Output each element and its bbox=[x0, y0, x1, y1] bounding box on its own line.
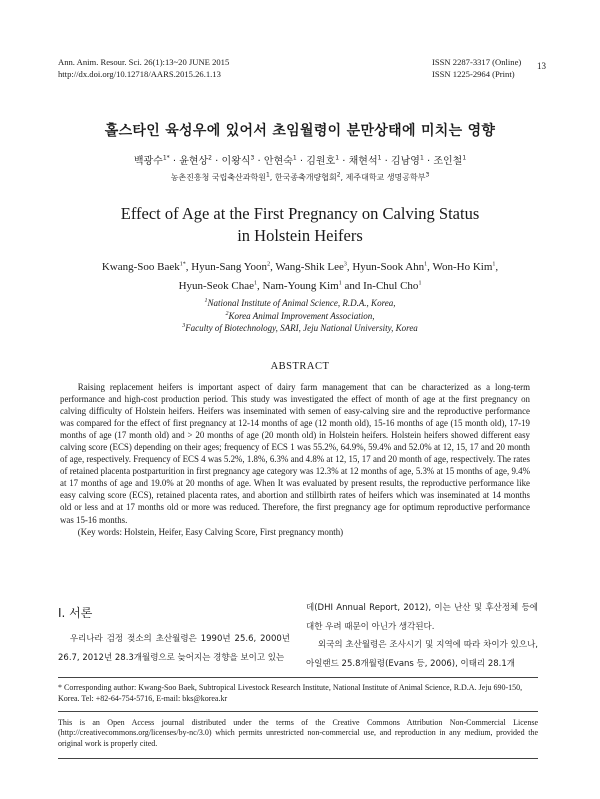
and-conjunction: and bbox=[341, 280, 364, 292]
affiliation-text: National Institute of Animal Science, R.D.A., Korea, bbox=[207, 298, 396, 308]
author-name: In-Chul Cho bbox=[363, 280, 419, 292]
korean-author bbox=[134, 156, 170, 167]
korean-author bbox=[391, 156, 424, 167]
affiliation-marker: 3 bbox=[425, 171, 430, 179]
english-authors-line2: Hyun-Seok Chae$^1$, Nam-Young Kim$^1$ and In-Chul Cho$^1$ bbox=[178, 280, 422, 292]
affiliation-text: Faculty of Biotechnology, SARI, Jeju National University, Korea bbox=[185, 323, 418, 333]
affiliation-marker: 3 bbox=[250, 154, 255, 162]
korean-affiliations bbox=[0, 172, 600, 183]
english-title-line2: in Holstein Heifers bbox=[237, 226, 363, 245]
license-rule-top bbox=[58, 711, 538, 712]
author-separator: · bbox=[212, 156, 222, 167]
affiliation-marker: 1 bbox=[462, 154, 467, 162]
affiliation-marker: 1 bbox=[265, 171, 270, 179]
author-separator: · bbox=[339, 156, 349, 167]
issn-online: ISSN 2287-3317 (Online) bbox=[432, 57, 522, 67]
author-name: Hyun-Seok Chae bbox=[178, 280, 255, 292]
affiliation-marker: 1 bbox=[418, 280, 422, 287]
korean-author bbox=[264, 156, 297, 167]
english-author bbox=[432, 261, 495, 273]
abstract-text: Raising replacement heifers is important aspect of dairy farm management that can be characterized as a long-term performance and high-cost production period. This study was investigated the effect of month of age at the first pregnancy on calving difficulty of Holstein heifers. Heifers was inseminated with semen of easy-calving sire and the reproductive performance was compared for the effect of first pregnancy at 12-14 months of age (12 month old), 15-16 months of age (15 month old), 17-19 months of age (17 month old) and > 20 months of age (20 month old) in Holstein heifers. Holstein heifers showed different easy calving score (ECS) depending on their ages; frequency of ECS 1 was 55.2%, 64.9%, 59.4% and 52.0% at 12, 15, 17 and 20 month of age, respectively. Frequency of ECS 4 was 5.2%, 1.8%, 6.3% and 4.8% at 12, 15, 17 and 20 month of age, respectively. The rates of retained placenta postparturition in first pregnancy age category was 12.3% at 12 months of age, 5.3% at 15 months of age, 9.4% at 17 months of age and 19.0% at 20 months of age. When It was evaluated by present results, the reproductive performance like easy calving score (ECS), retained placenta rates, and abortion and stillbirth rates of heifers which was inseminated at 14 months old or less and at 17 months old or more was reduced. Therefore, the first pregnancy age for optimum reproductive performance was 15-16 months. bbox=[60, 382, 530, 525]
keywords: (Key words: Holstein, Heifer, Easy Calving Score, First pregnancy month) bbox=[77, 526, 344, 537]
affiliation-separator: , bbox=[340, 173, 346, 182]
author-name: Kwang-Soo Baek bbox=[101, 261, 180, 273]
affiliation-marker: 1 bbox=[492, 261, 496, 268]
korean-affiliation bbox=[346, 173, 430, 182]
author-separator: · bbox=[423, 156, 434, 167]
author-separator: · bbox=[381, 156, 391, 167]
intro-paragraph: 우리나라 검정 젖소의 초산월령은 1990년 25.6, 2000년 26.7, 2012년 28.3개월령으로 늦어지는 경향을 보이고 있는 bbox=[58, 634, 290, 663]
author-name: 채현석 bbox=[348, 156, 378, 167]
affiliation-text: Korea Animal Improvement Association, bbox=[228, 310, 375, 321]
intro-right-column bbox=[306, 599, 538, 673]
author-name: 윤현상 bbox=[179, 156, 209, 167]
english-author bbox=[352, 261, 427, 273]
english-title-line1: Effect of Age at the First Pregnancy on Calving Status bbox=[120, 204, 480, 223]
author-name: Wang-Shik Lee bbox=[275, 261, 344, 273]
author-name: Won-Ho Kim bbox=[432, 261, 493, 273]
affiliation-marker: 1 bbox=[335, 154, 340, 162]
doi-link[interactable]: http://dx.doi.org/10.12718/AARS.2015.26.1.13 bbox=[58, 68, 221, 79]
affiliation-marker: 1 bbox=[419, 154, 424, 162]
journal-citation: Ann. Anim. Resour. Sci. 26(1):13~20 JUNE 2015 bbox=[58, 57, 230, 67]
author-name: 안현숙 bbox=[263, 156, 293, 167]
journal-header bbox=[58, 57, 229, 80]
affiliation-marker: 1* bbox=[179, 261, 186, 268]
open-access-license: This is an Open Access journal distributed under the terms of the Creative Commons Attribution Non-Commercial License (http://creativecommons.org/licenses/by-nc/3.0) which permits unrestricted non-commercial use, and reproduction in any medium, provided the original work is properly cited. bbox=[58, 718, 538, 748]
affiliation-marker: 2 bbox=[208, 154, 212, 162]
author-name: Hyun-Sook Ahn bbox=[352, 261, 425, 273]
english-author bbox=[263, 280, 342, 292]
license-rule-bottom bbox=[58, 758, 538, 759]
affiliation-marker: 1 bbox=[204, 298, 208, 304]
korean-affiliation bbox=[275, 173, 341, 182]
affiliation-marker: 1 bbox=[254, 280, 258, 287]
english-author bbox=[102, 261, 186, 273]
abstract-heading: ABSTRACT bbox=[270, 361, 330, 372]
english-affiliation bbox=[0, 310, 600, 323]
author-separator: · bbox=[254, 156, 264, 167]
affiliation-marker: 1* bbox=[162, 154, 170, 162]
intro-paragraph-cont: 데(DHI Annual Report, 2012), 이는 난산 및 후산정체 등에 대한 우려 때문이 아닌가 생각된다. bbox=[306, 603, 538, 632]
affiliation-marker: 2 bbox=[267, 261, 271, 268]
affiliation-marker: 1 bbox=[377, 154, 382, 162]
affiliation-name: 한국종축개량협회 bbox=[274, 173, 337, 182]
affiliation-name: 농촌진흥청 국립축산과학원 bbox=[170, 173, 266, 182]
affiliation-marker: 3 bbox=[343, 261, 347, 268]
affiliation-marker: 1 bbox=[338, 280, 342, 287]
korean-author bbox=[306, 156, 339, 167]
author-name: 조인철 bbox=[433, 156, 463, 167]
intro-left-column bbox=[58, 630, 290, 667]
author-separator: · bbox=[169, 156, 180, 167]
author-name: Hyun-Sang Yoon bbox=[191, 261, 268, 273]
intro-paragraph-2: 외국의 초산월령은 조사시기 및 지역에 따라 차이가 있으나, 아일랜드 25.8개월령(Evans 등, 2006), 이태리 28.1개 bbox=[306, 640, 538, 669]
korean-author bbox=[433, 156, 466, 167]
author-name: 이왕식 bbox=[221, 156, 251, 167]
english-authors bbox=[0, 258, 600, 296]
english-authors-line1: Kwang-Soo Baek$^{1*}$, Hyun-Sang Yoon$^2$, Wang-Shik Lee$^3$, Hyun-Sook Ahn$^1$, Won-Ho Kim$^1$, bbox=[101, 261, 499, 273]
author-separator: · bbox=[296, 156, 307, 167]
author-name: Nam-Young Kim bbox=[262, 280, 339, 292]
korean-author bbox=[179, 156, 212, 167]
author-name: 백광수 bbox=[133, 156, 163, 167]
page-number: 13 bbox=[537, 61, 546, 71]
english-affiliations bbox=[0, 297, 600, 335]
issn-block bbox=[432, 57, 521, 80]
korean-title: 홀스타인 육성우에 있어서 초임월령이 분만상태에 미치는 영향 bbox=[104, 123, 496, 139]
korean-author bbox=[349, 156, 382, 167]
korean-authors bbox=[0, 152, 600, 167]
section-heading-introduction: Ⅰ. 서론 bbox=[58, 606, 93, 620]
affiliation-marker: 1 bbox=[424, 261, 428, 268]
footnote-rule bbox=[58, 677, 538, 678]
korean-affiliation bbox=[171, 173, 270, 182]
english-author bbox=[191, 261, 270, 273]
issn-print: ISSN 1225-2964 (Print) bbox=[432, 68, 515, 79]
corresponding-author-footnote: * Corresponding author: Kwang-Soo Baek, Subtropical Livestock Research Institute, National Institute of Animal Science, R.D.A. Jeju 690-150, Korea. Tel: +82-64-754-5716, E-mail: bks@korea.kr bbox=[58, 683, 523, 703]
english-affiliation bbox=[0, 297, 600, 310]
author-name: 김남영 bbox=[390, 156, 420, 167]
affiliation-separator: , bbox=[269, 173, 275, 182]
affiliation-marker: 3 bbox=[182, 323, 186, 329]
affiliation-marker: 2 bbox=[225, 310, 229, 317]
english-author bbox=[275, 261, 346, 273]
affiliation-name: 제주대학교 생명공학부 bbox=[345, 173, 426, 182]
abstract-body bbox=[60, 381, 530, 538]
affiliation-marker: 1 bbox=[292, 154, 297, 162]
english-author bbox=[363, 280, 421, 292]
english-author bbox=[179, 280, 257, 292]
english-title bbox=[0, 203, 600, 247]
affiliation-marker: 2 bbox=[336, 171, 341, 179]
korean-author bbox=[222, 156, 255, 167]
english-affiliation bbox=[0, 322, 600, 335]
author-name: 김원호 bbox=[306, 156, 336, 167]
